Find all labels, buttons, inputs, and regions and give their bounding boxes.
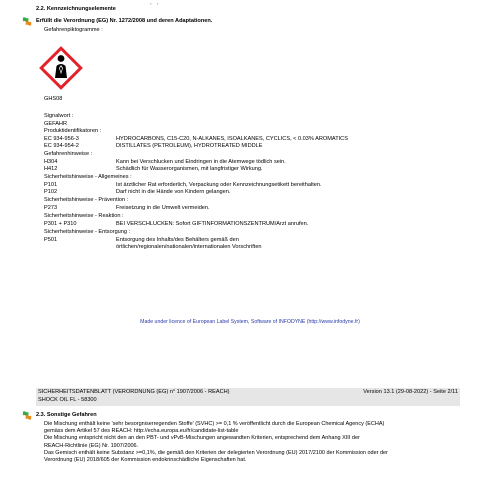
precaution-code: P101 — [44, 182, 58, 188]
section-2-3-heading: 2.3. Sonstige Gefahren — [36, 412, 97, 418]
product-ids-label: Produktidentifikatoren : — [44, 128, 102, 134]
text-line: Die Mischung enthält keine 'sehr besorgniserregenden Stoffe' (SVHC) >= 0,1 % veröffentlicht durch die European Chemical Agency (ECHA) — [44, 421, 385, 427]
hazard-code: H304 — [44, 159, 58, 165]
precaution-code: P301 + P310 — [44, 221, 77, 227]
product-id-text: HYDROCARBONS, C15-C20, N-ALKANES, ISOALKANES, CYCLICS, < 0.03% AROMATICS — [116, 136, 348, 142]
text-line: Verordnung (EU) 2018/605 der Kommission endokrinschädliche Eigenschaften hat. — [44, 457, 247, 464]
prevention-label: Sicherheitshinweise - Prävention : — [44, 197, 129, 203]
ec-flag-icon — [22, 410, 33, 421]
general-precautions-label: Sicherheitshinweise - Allgemeines : — [44, 174, 132, 180]
precaution-text: Darf nicht in die Hände von Kindern gelangen. — [116, 189, 231, 195]
version-page-info: Version 13.1 (29-08-2022) - Seite 2/11 — [363, 389, 458, 395]
other-hazards-text — [44, 421, 464, 464]
disposal-label: Sicherheitshinweise - Entsorgung : — [44, 229, 131, 235]
precaution-text: Ist ärztlicher Rat erforderlich, Verpackung oder Kennzeichnungsetikett bereithalten. — [116, 182, 322, 188]
text-line: Das Gemisch enthält keine Substanz >=0,1%, die gemäß den Kriterien der delegierten Verordnung (EU) 2017/2100 der Kommission oder der — [44, 449, 388, 456]
text-line: gemäss dem Artikel 57 des REACH: http://echa.europa.eu/fr/candidate-list-table — [44, 428, 239, 435]
product-id-code: EC 934-956-3 — [44, 136, 79, 142]
precaution-text: Freisetzung in die Umwelt vermeiden. — [116, 205, 210, 211]
ghs08-health-hazard-icon — [38, 45, 84, 91]
reaction-label: Sicherheitshinweise - Reaktion : — [44, 213, 124, 219]
precaution-text: örtlichen/regionalen/nationalen/internationalen Vorschriften — [116, 244, 262, 250]
hazard-code: H412 — [44, 166, 58, 172]
licence-note: Made under licence of European Label System, Software of INFODYNE (http://www.infodyne.fr) — [140, 319, 360, 325]
hazard-text: Kann bei Verschlucken und Eindringen in die Atemwege tödlich sein. — [116, 159, 286, 165]
pictograms-label: Gefahrenpiktogramme : — [44, 27, 103, 33]
product-name: SHOCK OIL FL - 58300 — [38, 397, 97, 403]
clipped-top-fragment: ¸ ´ ¸ — [150, 0, 159, 5]
ec-flag-icon — [22, 16, 33, 27]
text-line: Die Mischung entspricht nicht den an den PBT- und vPvB-Mischungen angewandten Kriterien, entsprechend dem Anhang XIII der — [44, 435, 360, 442]
precaution-text: BEI VERSCHLUCKEN: Sofort GIFTINFORMATIONSZENTRUM/Arzt anrufen. — [116, 221, 309, 227]
text-line: REACH-Richtlinie (EG) Nr. 1907/2006. — [44, 442, 139, 449]
product-id-code: EC 934-954-2 — [44, 143, 79, 149]
pictogram-code: GHS08 — [44, 96, 63, 102]
product-id-text: DISTILLATES (PETROLEUM), HYDROTREATED MIDDLE — [116, 143, 263, 149]
signal-word: GEFAHR — [44, 121, 68, 127]
sds-title: SICHERHEITSDATENBLATT (VERORDNUNG (EG) n° 1907/2006 - REACH) — [38, 389, 230, 395]
hazard-statements-label: Gefahrenhinweise : — [44, 151, 93, 157]
signal-word-label: Signalwort : — [44, 113, 74, 119]
precaution-code: P102 — [44, 189, 58, 195]
section-2-2-heading: 2.2. Kennzeichnungselemente — [36, 6, 116, 12]
precaution-code: P501 — [44, 237, 58, 243]
precaution-text: Entsorgung des Inhalts/des Behälters gemäß den — [116, 237, 239, 243]
hazard-text: Schädlich für Wasserorganismen, mit langfristiger Wirkung. — [116, 166, 263, 172]
precaution-code: P273 — [44, 205, 58, 211]
regulation-text: Erfüllt die Verordnung (EG) Nr. 1272/2008 und deren Adaptationen. — [36, 18, 213, 24]
